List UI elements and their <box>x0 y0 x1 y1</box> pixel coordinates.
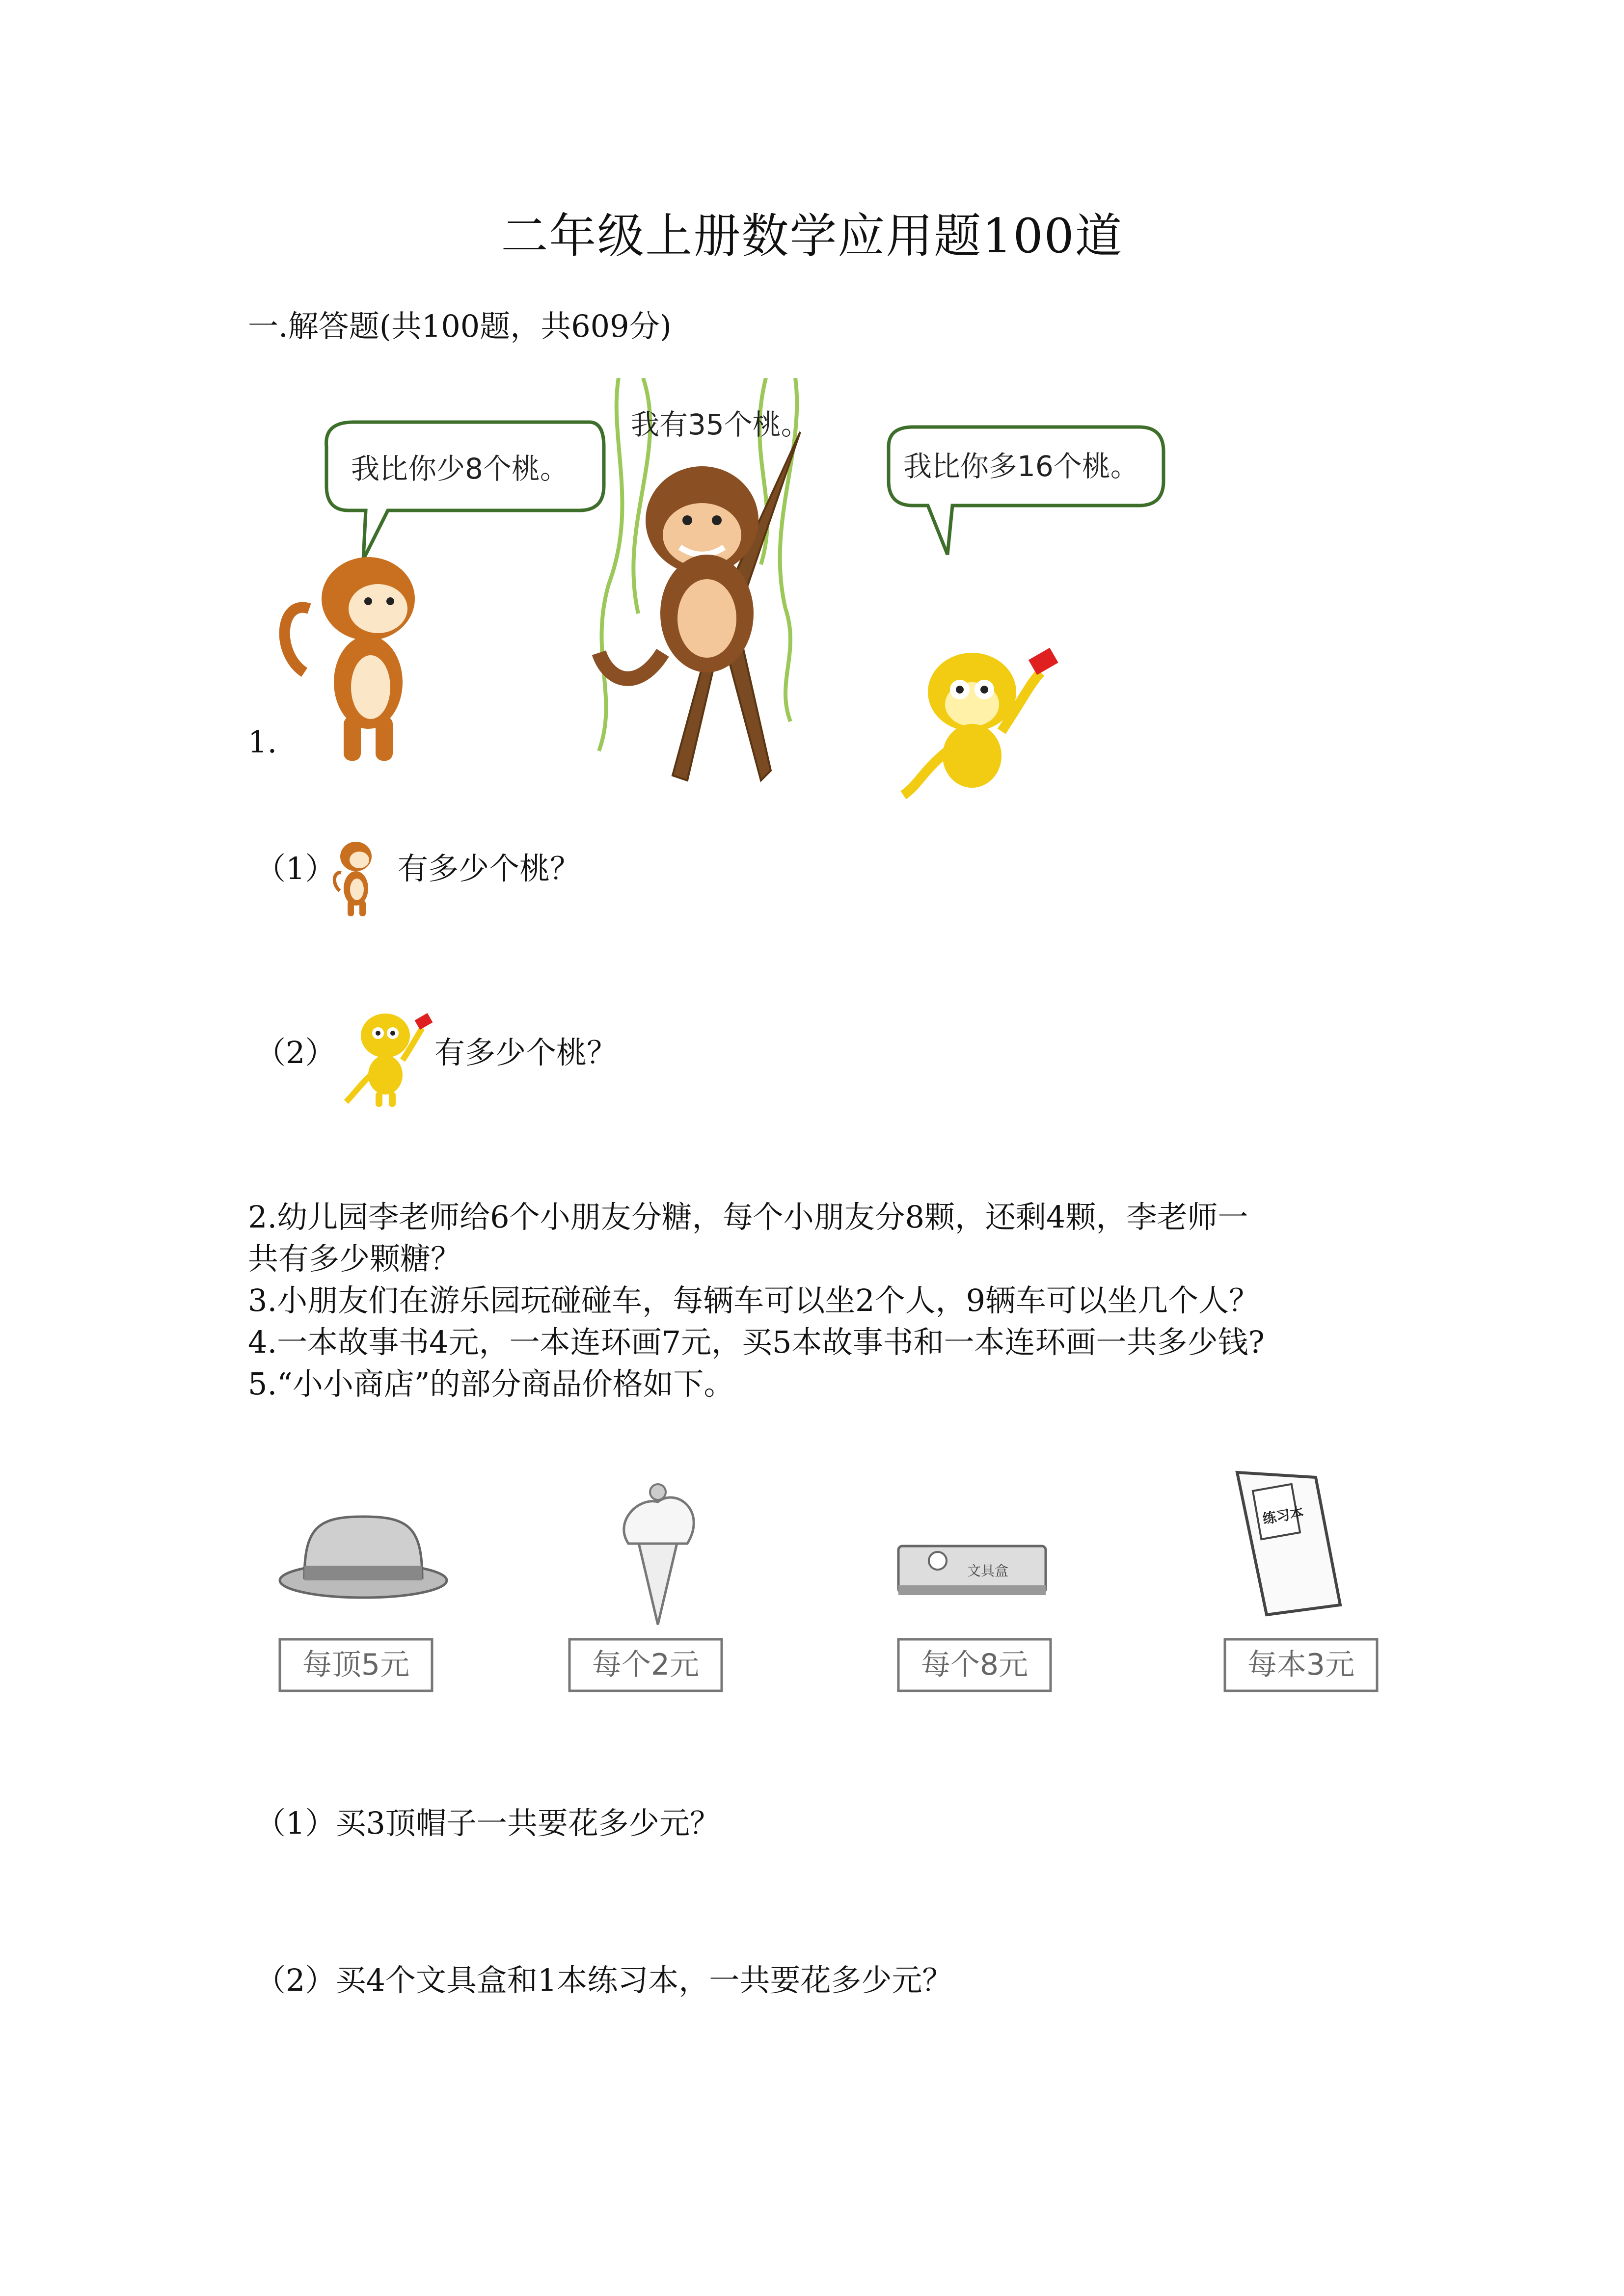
q1-number: 1. <box>248 724 277 760</box>
q4-text: 4.一本故事书4元，一本连环画7元，买5本故事书和一本连环画一共多少钱? <box>248 1324 1265 1360</box>
speech-right-text: 我比你多16个桃。 <box>903 450 1139 483</box>
brown-monkey-standing <box>285 557 415 761</box>
notebook-icon <box>1237 1472 1340 1615</box>
pencil-box-icon <box>898 1546 1046 1595</box>
ice-cream-icon <box>624 1484 694 1625</box>
q5-shop-illustration <box>265 1468 1409 1723</box>
q1-monkeys-illustration <box>265 378 1198 805</box>
q2-line1: 2.幼儿园李老师给6个小朋友分糖，每个小朋友分8颗，还剩4颗，李老师一 <box>248 1199 1248 1235</box>
speech-left-text: 我比你少8个桃。 <box>351 452 568 485</box>
q3-text: 3.小朋友们在游乐园玩碰碰车，每辆车可以坐2个人，9辆车可以坐几个人？ <box>248 1282 1260 1318</box>
q1-sub1-text: 有多少个桃？ <box>398 851 581 886</box>
q5-sub2: （2）买4个文具盒和1本练习本，一共要花多少元？ <box>255 1962 953 1998</box>
price-pencil-box: 每个8元 <box>920 1648 1029 1682</box>
q1-sub2-label: （2） <box>255 1035 336 1070</box>
section-heading: 一.解答题(共100题，共609分) <box>248 308 672 344</box>
speech-center-text: 我有35个桃。 <box>631 408 810 441</box>
svg-text:文具盒: 文具盒 <box>967 1563 1009 1579</box>
page-title: 二年级上册数学应用题100道 <box>501 209 1123 264</box>
q5-intro: 5.“小小商店”的部分商品价格如下。 <box>248 1366 734 1402</box>
price-ice-cream: 每个2元 <box>592 1648 700 1682</box>
brown-monkey-small-icon <box>329 834 383 918</box>
hat-icon <box>280 1517 447 1598</box>
yellow-monkey <box>903 648 1058 795</box>
price-hat: 每顶5元 <box>302 1648 410 1682</box>
q5-sub1: （1）买3顶帽子一共要花多少元？ <box>255 1805 720 1841</box>
svg-text:练习本: 练习本 <box>1261 1504 1305 1527</box>
speech-bubble-left <box>326 422 604 560</box>
q2-line2: 共有多少颗糖？ <box>248 1241 461 1277</box>
q1-sub1-label: （1） <box>255 851 336 886</box>
yellow-monkey-small-icon <box>339 1001 442 1109</box>
price-notebook: 每本3元 <box>1247 1648 1355 1682</box>
speech-bubble-right <box>889 427 1164 555</box>
q1-sub2-text: 有多少个桃？ <box>434 1035 618 1070</box>
